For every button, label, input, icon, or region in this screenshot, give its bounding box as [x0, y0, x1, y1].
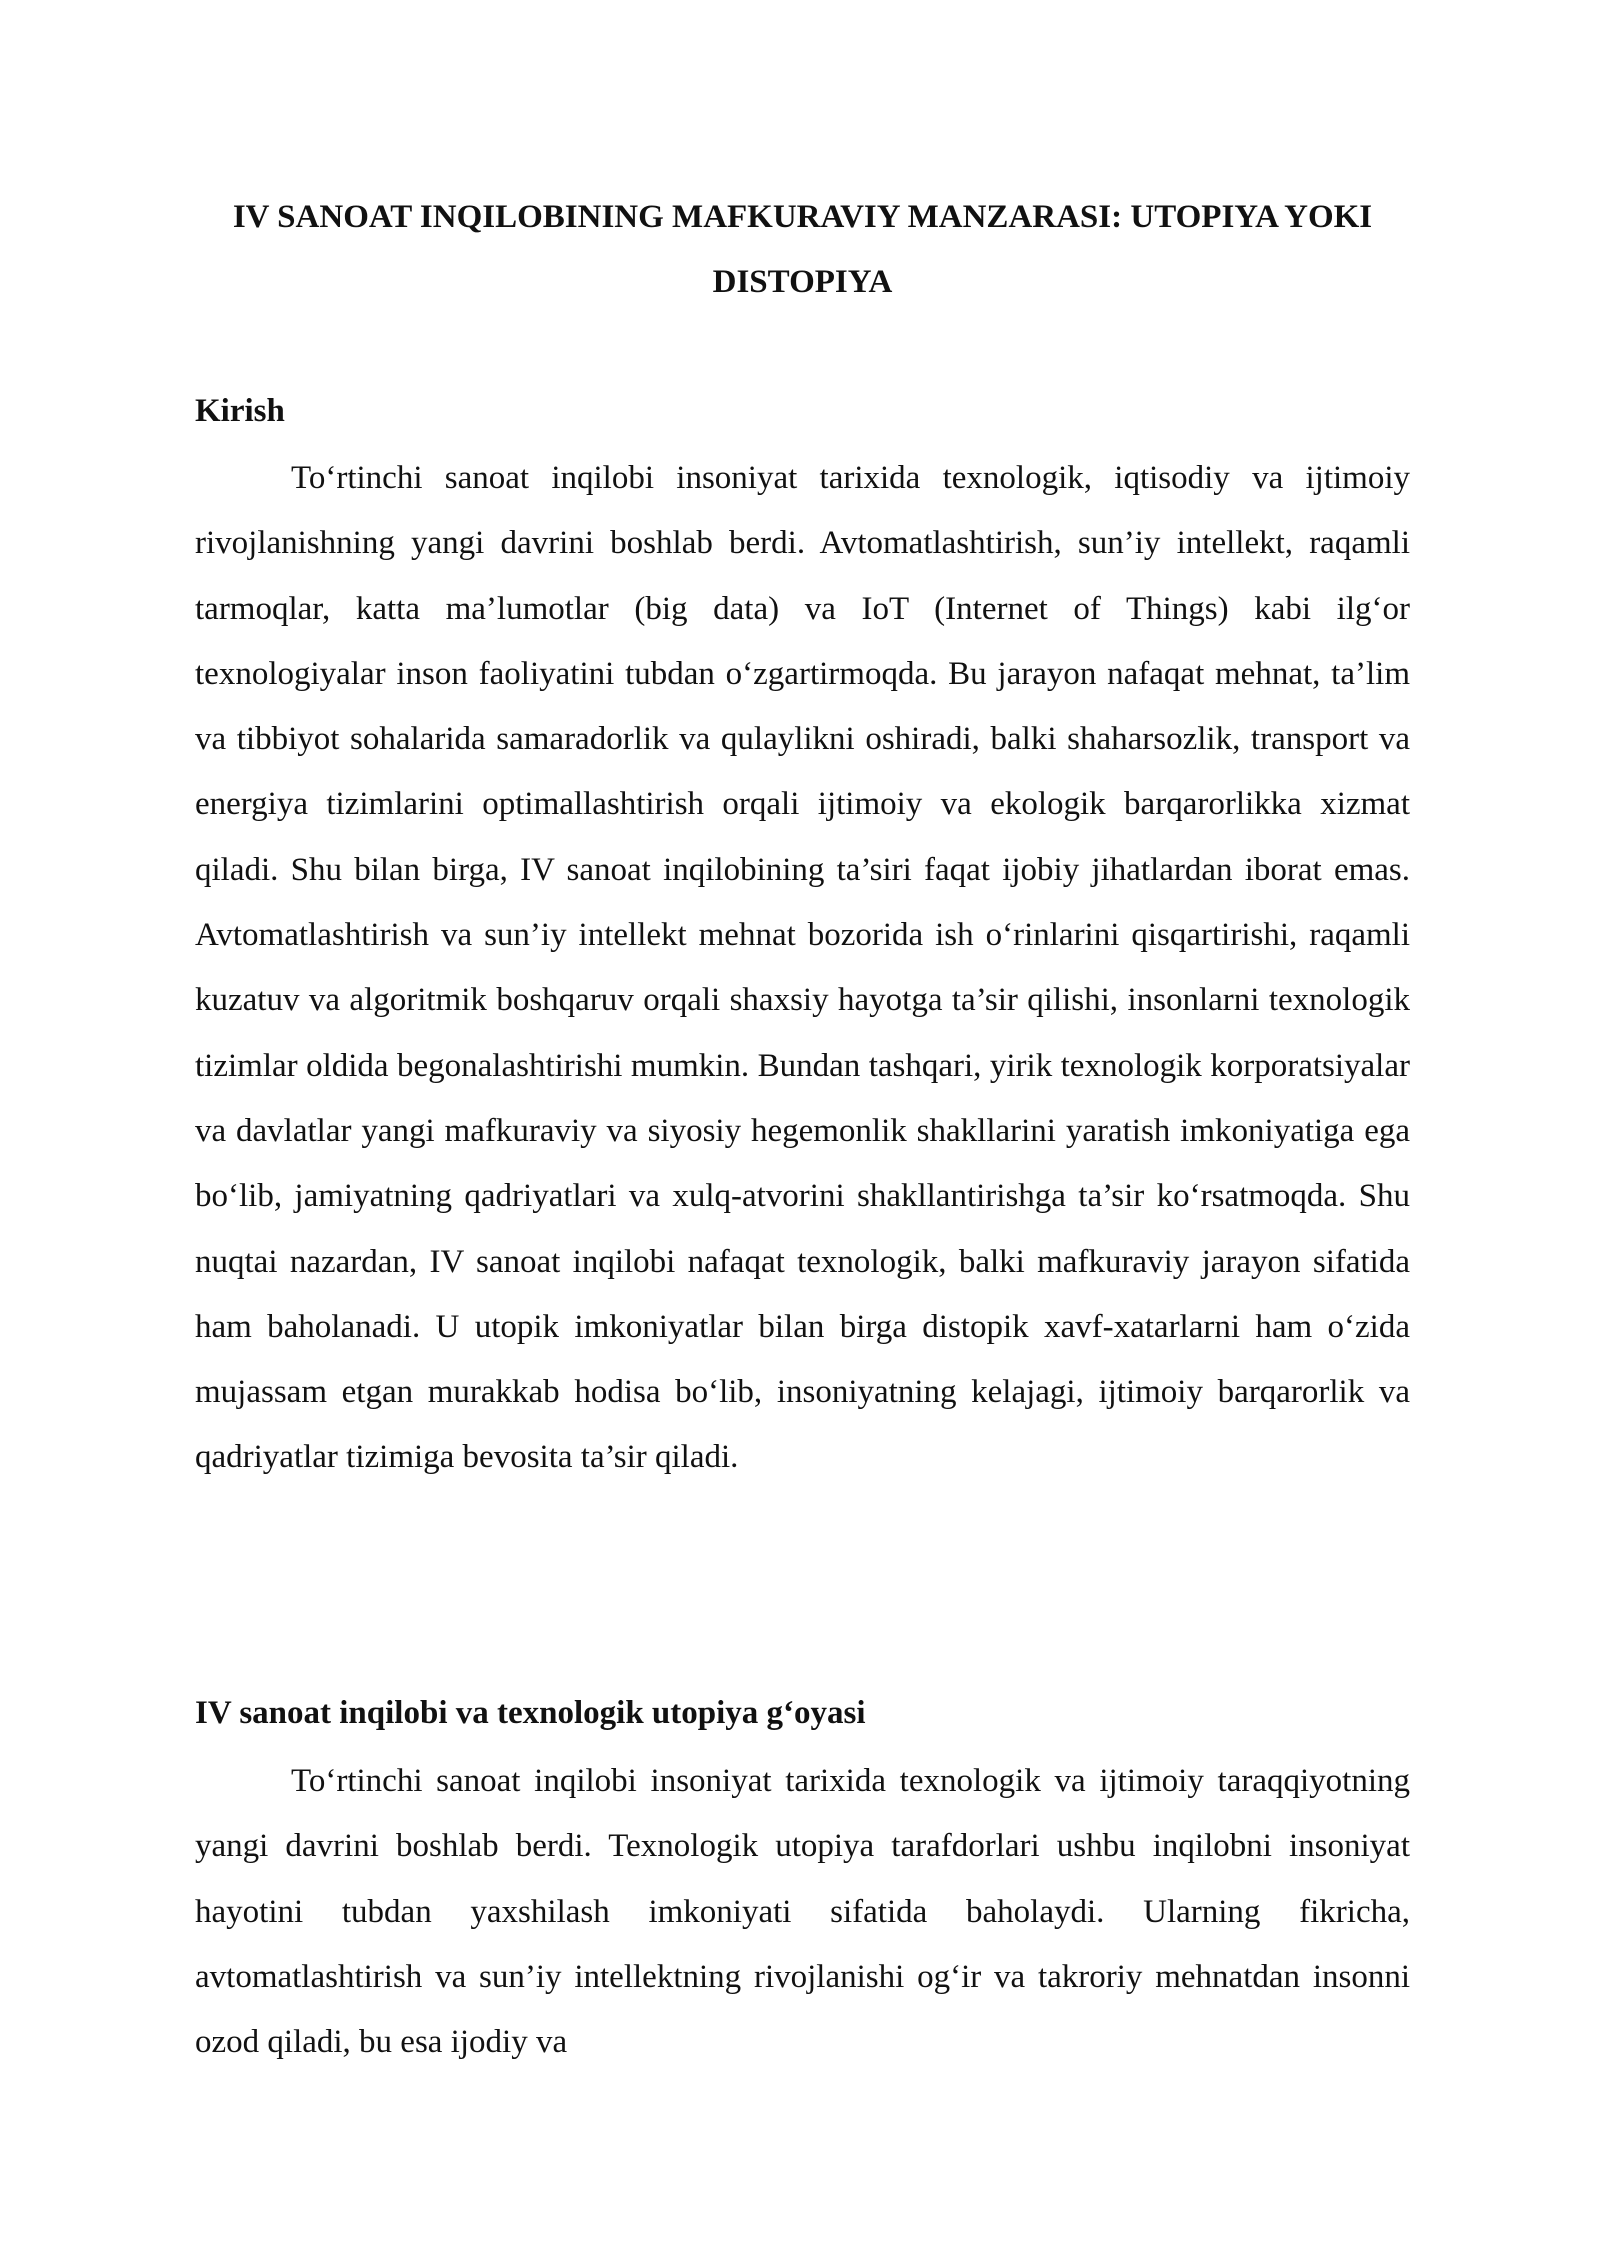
section-paragraph-kirish: To‘rtinchi sanoat inqilobi insoniyat tarixida texnologik, iqtisodiy va ijtimoiy rivojlanishning yangi davrini boshlab berdi. Avtomatlashtirish, sun’iy intellekt, raqamli tarmoqlar, katta ma’lumotlar (big data) va IoT (Internet of Things) kabi ilg‘or texnologiyalar inson faoliyatini tubdan o‘zgartirmoqda. Bu jarayon nafaqat mehnat, ta’lim va tibbiyot sohalarida samaradorlik va qulaylikni oshiradi, balki shaharsozlik, transport va energiya tizimlarini optimallashtirish orqali ijtimoiy va ekologik barqarorlikka xizmat qiladi. Shu bilan birga, IV sanoat inqilobining ta’siri faqat ijobiy jihatlardan iborat emas. Avtomatlashtirish va sun’iy intellekt mehnat bozorida ish o‘rinlarini qisqartirishi, raqamli kuzatuv va algoritmik boshqaruv orqali shaxsiy hayotga ta’sir qilishi, insonlarni texnologik tizimlar oldida begonalashtirishi mumkin. Bundan tashqari, yirik texnologik korporatsiyalar va davlatlar yangi mafkuraviy va siyosiy hegemonlik shakllarini yaratish imkoniyatiga ega bo‘lib, jamiyatning qadriyatlari va xulq-atvorini shakllantirishga ta’sir ko‘rsatmoqda. Shu nuqtai nazardan, IV sanoat inqilobi nafaqat texnologik, balki mafkuraviy jarayon sifatida ham baholanadi. U utopik imkoniyatlar bilan birga distopik xavf-xatarlarni ham o‘zida mujassam etgan murakkab hodisa bo‘lib, insoniyatning kelajagi, ijtimoiy barqarorlik va qadriyatlar tizimiga bevosita ta’sir qiladi.: [195, 460, 1410, 1476]
section-paragraph-texnologik-utopiya: To‘rtinchi sanoat inqilobi insoniyat tarixida texnologik va ijtimoiy taraqqiyotning yangi davrini boshlab berdi. Texnologik utopiya tarafdorlari ushbu inqilobni insoniyat hayotini tubdan yaxshilash imkoniyati sifatida baholaydi. Ularning fikricha, avtomatlashtirish va sun’iy intellektning rivojlanishi og‘ir va takroriy mehnatdan insonni ozod qiladi, bu esa ijodiy va: [195, 1763, 1410, 2061]
section-heading-kirish: Kirish: [195, 393, 285, 429]
section-heading-texnologik-utopiya: IV sanoat inqilobi va texnologik utopiya g‘oyasi: [195, 1695, 866, 1731]
document-title: IV SANOAT INQILOBINING MAFKURAVIY MANZARASI: UTOPIYA YOKI DISTOPIYA: [232, 199, 1373, 300]
